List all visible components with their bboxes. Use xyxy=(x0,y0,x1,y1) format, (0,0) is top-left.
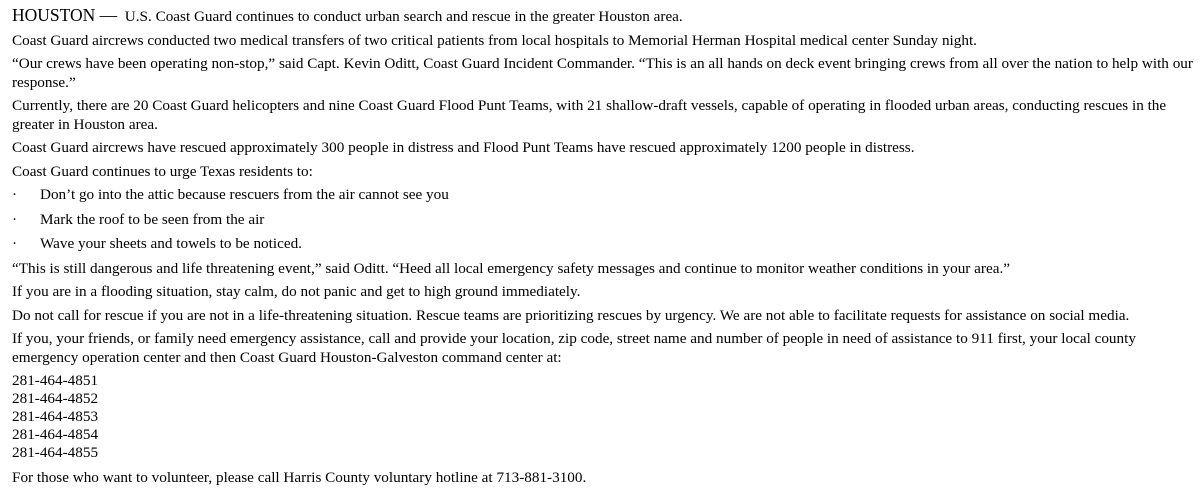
paragraph-danger-quote: “This is still dangerous and life threatening event,” said Oditt. “Heed all local emergency safety messages and continue to monitor weather conditions in your area.” xyxy=(12,259,1010,277)
bullet-text: Wave your sheets and towels to be noticed. xyxy=(40,235,302,252)
phone-number-list xyxy=(12,372,1196,462)
dateline: HOUSTON — xyxy=(12,5,118,25)
phone-number: 281-464-4853 xyxy=(12,408,99,426)
bullet-text: Don’t go into the attic because rescuers from the air cannot see you xyxy=(40,186,449,203)
paragraph-oditt-quote: “Our crews have been operating non-stop,” said Capt. Kevin Oditt, Coast Guard Incident Commander. “This is an all hands on deck event bringing crews from all over the nation to help with our response.” xyxy=(12,55,1193,91)
phone-number: 281-464-4855 xyxy=(12,444,99,462)
paragraph-assets: Currently, there are 20 Coast Guard helicopters and nine Coast Guard Flood Punt Teams, with 21 shallow-draft vessels, capable of operating in flooded urban areas, conducting rescues in the greater in Houston area. xyxy=(12,97,1167,133)
list-item xyxy=(12,186,1196,205)
paragraph-urge: Coast Guard continues to urge Texas residents to: xyxy=(12,162,313,180)
bullet-marker: · xyxy=(12,235,18,252)
paragraph-volunteer: For those who want to volunteer, please call Harris County voluntary hotline at 713-881-3100. xyxy=(12,469,587,487)
paragraph-do-not-call: Do not call for rescue if you are not in a life-threatening situation. Rescue teams are prioritizing rescues by urgency. We are not able to facilitate requests for assistance on social media. xyxy=(12,306,1130,324)
phone-number: 281-464-4851 xyxy=(12,372,99,389)
bullet-marker: · xyxy=(12,210,18,228)
list-item xyxy=(12,211,1196,230)
bullet-marker: · xyxy=(12,186,18,203)
phone-number: 281-464-4852 xyxy=(12,390,99,408)
paragraph-emergency-assistance: If you, your friends, or family need emergency assistance, call and provide your location, zip code, street name and number of people in need of assistance to 911 first, your local county emergency operation center and then Coast Guard Houston-Galveston command center at: xyxy=(12,330,1136,366)
lead-paragraph xyxy=(12,6,1196,27)
bullet-text: Mark the roof to be seen from the air xyxy=(40,210,265,228)
phone-number: 281-464-4854 xyxy=(12,426,99,444)
paragraph-medical-transfers: Coast Guard aircrews conducted two medical transfers of two critical patients from local hospitals to Memorial Herman Hospital medical center Sunday night. xyxy=(12,31,977,49)
paragraph-rescue-counts: Coast Guard aircrews have rescued approximately 300 people in distress and Flood Punt Teams have rescued approximately 1200 people in distress. xyxy=(12,139,915,156)
list-item xyxy=(12,235,1196,254)
press-release xyxy=(12,6,1196,493)
lead-text: U.S. Coast Guard continues to conduct urban search and rescue in the greater Houston area. xyxy=(124,8,683,25)
paragraph-stay-calm: If you are in a flooding situation, stay calm, do not panic and get to high ground immediately. xyxy=(12,283,581,300)
